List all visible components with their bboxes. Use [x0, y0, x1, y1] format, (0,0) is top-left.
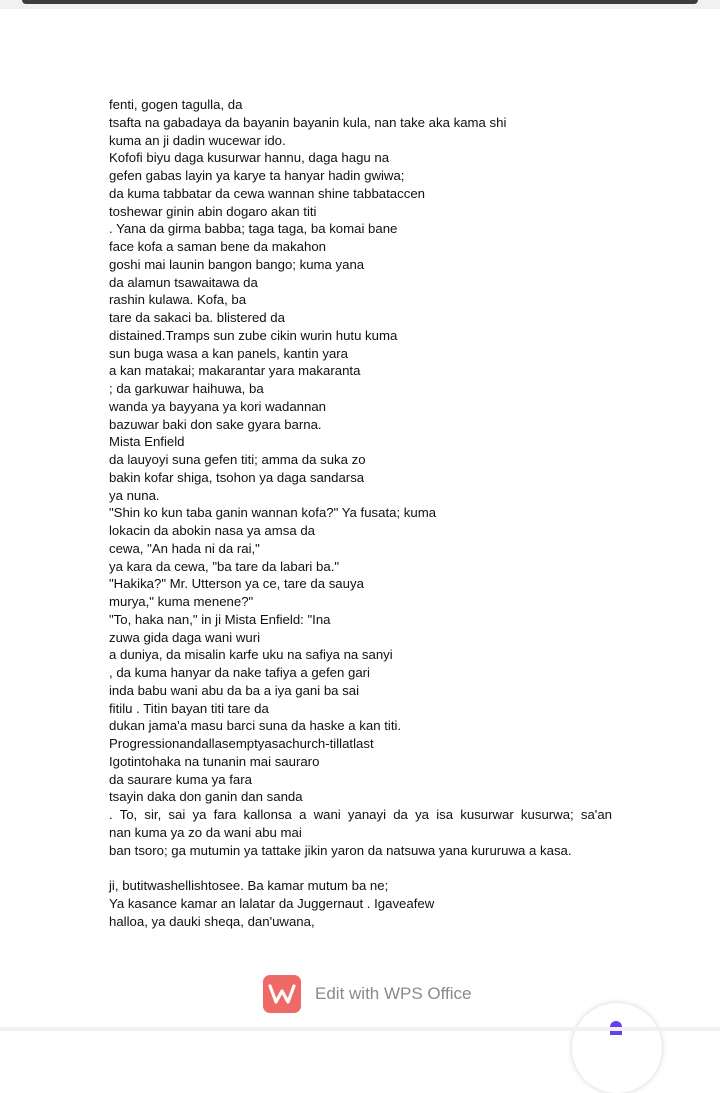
document-line: a duniya, da misalin karfe uku na safiya na sanyi: [109, 647, 393, 663]
document-line: rashin kulawa. Kofa, ba: [109, 292, 247, 308]
status-bar: [22, 0, 698, 4]
bottom-strip: [0, 1027, 720, 1031]
footer-watermark: [263, 975, 472, 1013]
document-line: ji, butitwashellishtosee. Ba kamar mutum ba ne;: [109, 878, 389, 893]
document-line: , da kuma hanyar da nake tafiya a gefen gari: [109, 665, 370, 680]
wps-logo-icon: [263, 975, 301, 1013]
document-line: fitilu . Titin bayan titi tare da: [109, 700, 269, 716]
floating-action-button[interactable]: [572, 1003, 662, 1093]
document-line: wanda ya bayyana ya kori wadannan: [109, 398, 327, 414]
document-line: murya," kuma menene?": [109, 594, 254, 609]
document-line: tare da sakaci ba. blistered da: [109, 310, 285, 325]
document-line: Kofofi biyu daga kusurwar hannu, daga hagu na: [109, 150, 390, 166]
document-line: goshi mai launin bangon bango; kuma yana: [109, 256, 365, 272]
document-line: "Shin ko kun taba ganin wannan kofa?" Ya fusata; kuma: [109, 505, 437, 521]
document-line: tsafta na gabadaya da bayanin bayanin kula, nan take aka kama shi: [109, 114, 507, 130]
document-line: Ya kasance kamar an lalatar da Juggernaut . Igaveafew: [109, 895, 435, 911]
document-line: face kofa a saman bene da makahon: [109, 239, 327, 254]
document-line: ya nuna.: [109, 487, 160, 503]
document-line: da kuma tabbatar da cewa wannan shine tabbataccen: [109, 185, 425, 201]
document-line: bakin kofar shiga, tsohon ya daga sandarsa: [109, 469, 365, 485]
wps-w-glyph: [268, 983, 296, 1005]
document-line: ya kara da cewa, "ba tare da labari ba.": [109, 558, 340, 574]
document-line: kuma an ji dadin wucewar ido.: [109, 132, 286, 148]
edit-with-wps-label[interactable]: Edit with WPS Office: [315, 984, 472, 1003]
document-line: "To, haka nan," in ji Mista Enfield: "Ina: [109, 611, 331, 627]
document-body: [109, 96, 612, 930]
document-line: da lauyoyi suna gefen titi; amma da suka zo: [109, 452, 366, 467]
document-line: nan kuma ya zo da wani abu mai: [109, 824, 302, 840]
document-line: bazuwar baki don sake gyara barna.: [109, 416, 322, 432]
document-line: da saurare kuma ya fara: [109, 771, 252, 787]
document-line: ; da garkuwar haihuwa, ba: [109, 381, 264, 396]
document-line: lokacin da abokin nasa ya amsa da: [109, 523, 316, 538]
document-line: . Yana da girma babba; taga taga, ba komai bane: [109, 221, 398, 237]
document-line: gefen gabas layin ya karye ta hanyar hadin gwiwa;: [109, 168, 405, 183]
document-line: ban tsoro; ga mutumin ya tattake jikin yaron da natsuwa yana kururuwa a kasa.: [109, 842, 572, 858]
document-line: distained.Tramps sun zube cikin wurin hutu kuma: [109, 327, 398, 343]
document-line: . To, sir, sai ya fara kallonsa a wani yanayi da ya isa kusurwar kusurwa; sa'an: [109, 807, 612, 822]
document-line: dukan jama'a masu barci suna da haske a kan titi.: [109, 718, 402, 734]
document-line: a kan matakai; makarantar yara makaranta: [109, 363, 361, 379]
document-line: zuwa gida daga wani wuri: [109, 629, 261, 645]
document-line: da alamun tsawaitawa da: [109, 274, 258, 290]
document-line: Igotintohaka na tunanin mai sauraro: [109, 753, 320, 769]
document-line: sun buga wasa a kan panels, kantin yara: [109, 345, 348, 361]
document-line: tsayin daka don ganin dan sanda: [109, 789, 303, 805]
document-line: cewa, "An hada ni da rai,": [109, 540, 260, 556]
document-line: "Hakika?" Mr. Utterson ya ce, tare da sauya: [109, 576, 364, 592]
document-line: fenti, gogen tagulla, da: [109, 97, 243, 112]
document-line: inda babu wani abu da ba a iya gani ba sai: [109, 682, 360, 698]
document-line: toshewar ginin abin dogaro akan titi: [109, 203, 317, 219]
document-line: Mista Enfield: [109, 434, 185, 450]
document-line: halloa, ya dauki sheqa, dan'uwana,: [109, 913, 315, 929]
document-line: Progressionandallasemptyasachurch-tillatlast: [109, 736, 374, 751]
